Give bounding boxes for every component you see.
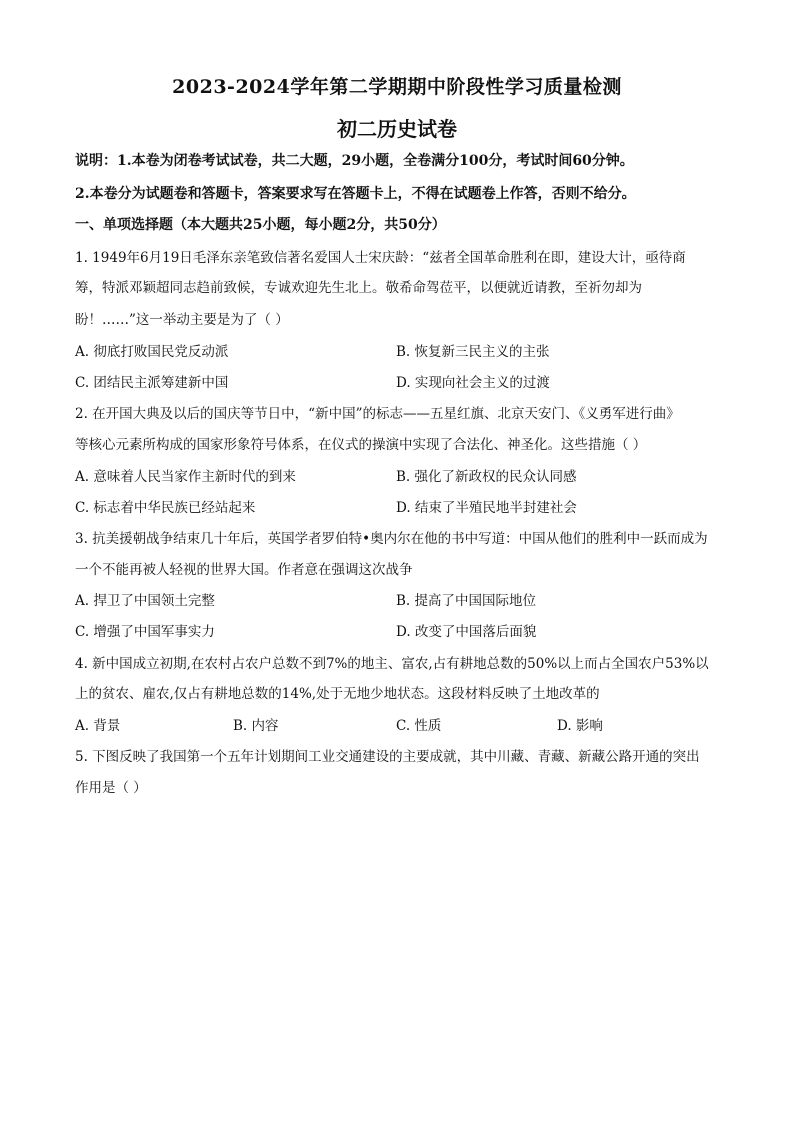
instruction-2: 2.本卷分为试题卷和答题卡，答案要求写在答题卡上，不得在试题卷上作答，否则不给分。	[75, 186, 636, 202]
question-1-option-c: C. 团结民主派筹建新中国	[75, 375, 229, 391]
question-3-option-d: D. 改变了中国落后面貌	[396, 624, 537, 640]
question-5-line-1: 5. 下图反映了我国第一个五年计划期间工业交通建设的主要成就，其中川藏、青藏、新藏公路开通的突出	[75, 749, 700, 765]
question-1-option-a: A. 彻底打败国民党反动派	[75, 344, 229, 360]
question-3-option-b: B. 提高了中国国际地位	[396, 593, 537, 609]
question-1-option-d: D. 实现向社会主义的过渡	[396, 375, 550, 391]
question-2-option-d: D. 结束了半殖民地半封建社会	[396, 500, 577, 516]
question-4-option-d: D. 影响	[557, 718, 603, 734]
exam-title: 2023-2024学年第二学期期中阶段性学习质量检测	[172, 76, 622, 98]
question-2-line-2: 等核心元素所构成的国家形象符号体系，在仪式的操演中实现了合法化、神圣化。这些措施（ ）	[75, 437, 647, 453]
question-1-line-3: 盼！……”这一举动主要是为了（ ）	[75, 312, 289, 328]
section-heading: 一、单项选择题（本大题共25小题，每小题2分，共50分）	[75, 217, 446, 233]
question-2-option-b: B. 强化了新政权的民众认同感	[396, 469, 577, 485]
question-3-line-2: 一个不能再被人轻视的世界大国。作者意在强调这次战争	[75, 562, 413, 578]
question-5-line-2: 作用是（ ）	[75, 780, 147, 796]
question-3-option-a: A. 捍卫了中国领土完整	[75, 593, 215, 609]
exam-subtitle: 初二历史试卷	[337, 117, 457, 141]
question-4-option-a: A. 背景	[75, 718, 121, 734]
question-3-option-c: C. 增强了中国军事实力	[75, 624, 215, 640]
question-4-line-1: 4. 新中国成立初期,在农村占农户总数不到7%的地主、富农,占有耕地总数的50%以上而占全国农户53%以	[75, 656, 709, 672]
question-3-line-1: 3. 抗美援朝战争结束几十年后，英国学者罗伯特•奥内尔在他的书中写道：中国从他们的胜利中一跃而成为	[75, 531, 708, 547]
question-4-line-2: 上的贫农、雇农,仅占有耕地总数的14%,处于无地少地状态。这段材料反映了土地改革的	[75, 686, 600, 702]
question-4-option-b: B. 内容	[233, 718, 279, 734]
question-1-option-b: B. 恢复新三民主义的主张	[396, 344, 550, 360]
question-2-option-c: C. 标志着中华民族已经站起来	[75, 500, 256, 516]
instruction-1: 说明：1.本卷为闭卷考试试卷，共二大题，29小题，全卷满分100分，考试时间60分钟。	[75, 153, 634, 169]
question-2-option-a: A. 意味着人民当家作主新时代的到来	[75, 469, 296, 485]
question-4-option-c: C. 性质	[396, 718, 442, 734]
question-1-line-2: 筹，特派邓颖超同志趋前致候，专诚欢迎先生北上。敬希命驾莅平，以便就近请教，至祈勿却为	[75, 280, 642, 296]
question-2-line-1: 2. 在开国大典及以后的国庆等节日中，“新中国”的标志——五星红旗、北京天安门、《义勇军进行曲》	[75, 406, 680, 422]
question-1-line-1: 1. 1949年6月19日毛泽东亲笔致信著名爱国人士宋庆龄：“兹者全国革命胜利在即，建设大计，亟待商	[75, 250, 686, 266]
